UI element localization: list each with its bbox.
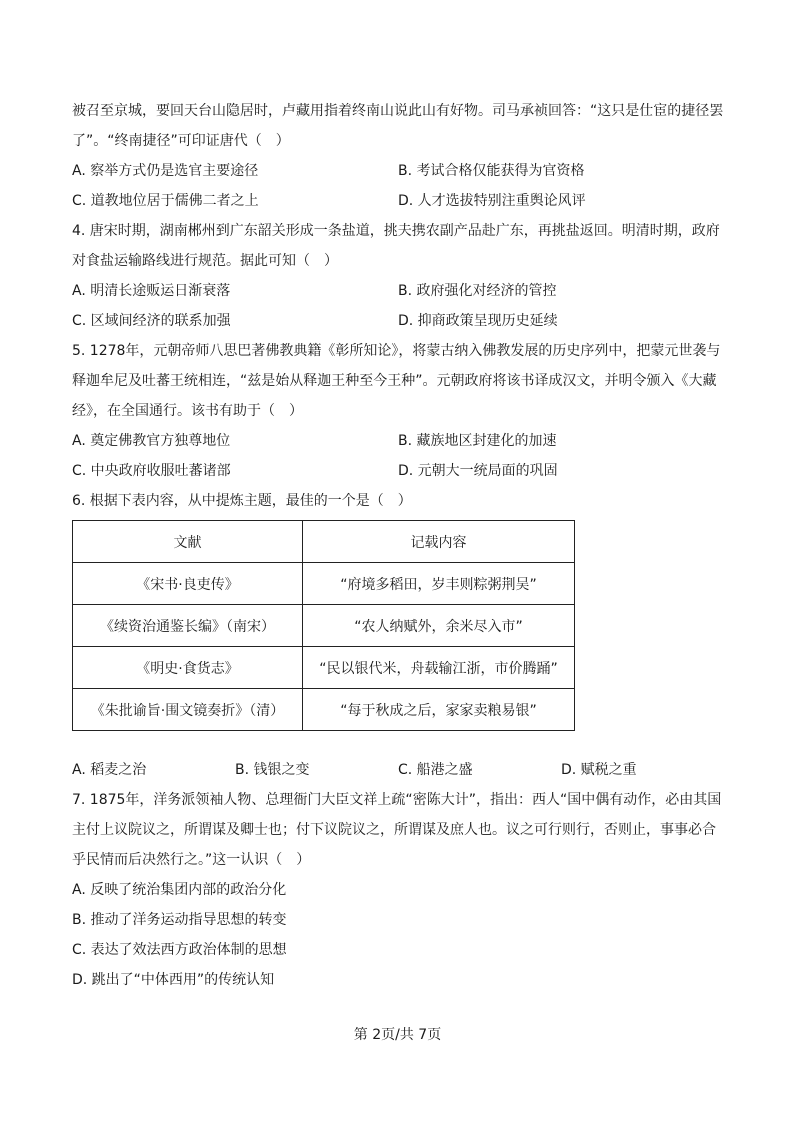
q5-options (72, 426, 724, 486)
q6-stem: 6. 根据下表内容，从中提炼主题，最佳的一个是（ ） (72, 493, 412, 509)
table-row (73, 605, 575, 647)
q3-stem: 被召至京城，要回天台山隐居时，卢藏用指着终南山说此山有好物。司马承祯回答：“这只是仕宦的捷径罢了”。“终南捷径”可印证唐代（ ） (72, 103, 724, 149)
q7-option-a[interactable]: A. 反映了统治集团内部的政治分化 (72, 882, 287, 898)
page-footer: 第 2页/共 7页 (353, 1027, 442, 1043)
q6-option-d[interactable]: D. 赋税之重 (561, 762, 637, 778)
q4-option-b[interactable]: B. 政府强化对经济的管控 (398, 283, 557, 299)
q6-options (72, 755, 724, 785)
q4-option-a[interactable]: A. 明清长途贩运日渐衰落 (72, 283, 231, 299)
table-row (73, 689, 575, 731)
table-header-source: 文献 (73, 521, 303, 563)
q6-option-a[interactable]: A. 稻麦之治 (72, 762, 147, 778)
q3-option-d[interactable]: D. 人才选拔特别注重舆论风评 (398, 193, 586, 209)
exam-page (72, 96, 724, 995)
q3-option-c[interactable]: C. 道教地位居于儒佛二者之上 (72, 193, 259, 209)
q6-table (72, 520, 575, 731)
q5-option-b[interactable]: B. 藏族地区封建化的加速 (398, 433, 557, 449)
table-cell-source: 《续资治通鉴长编》（南宋） (73, 605, 303, 647)
table-header-content: 记载内容 (303, 521, 575, 563)
q5-option-c[interactable]: C. 中央政府收服吐蕃诸部 (72, 463, 231, 479)
q7-option-b[interactable]: B. 推动了洋务运动指导思想的转变 (72, 912, 287, 928)
q7-option-d[interactable]: D. 跳出了“中体西用”的传统认知 (72, 972, 275, 988)
q4-option-c[interactable]: C. 区域间经济的联系加强 (72, 313, 231, 329)
q3-options (72, 156, 724, 216)
q7-options (72, 875, 724, 995)
spacer (72, 731, 724, 755)
table-cell-content: “民以银代米，舟载输江浙，市价腾踊” (303, 647, 575, 689)
table-cell-source: 《朱批谕旨·围文镜奏折》（清） (73, 689, 303, 731)
q6-option-b[interactable]: B. 钱银之变 (235, 762, 310, 778)
q5-stem: 5. 1278年，元朝帝师八思巴著佛教典籍《彰所知论》，将蒙古纳入佛教发展的历史序列中，把蒙元世袭与释迦牟尼及吐蕃王统相连，“兹是始从释迦王种至今王种”。元朝政府将该书译成汉文，并明令颁入《大藏经》，在全国通行。该书有助于（ ） (72, 343, 721, 419)
table-cell-content: “农人纳赋外，余米尽入市” (303, 605, 575, 647)
table-row (73, 563, 575, 605)
q4-option-d[interactable]: D. 抑商政策呈现历史延续 (398, 313, 558, 329)
q4-stem: 4. 唐宋时期，湖南郴州到广东韶关形成一条盐道，挑夫携农副产品赴广东，再挑盐返回。明清时期，政府对食盐运输路线进行规范。据此可知（ ） (72, 223, 720, 269)
q4-options (72, 276, 724, 336)
table-cell-source: 《宋书·良吏传》 (73, 563, 303, 605)
table-row (73, 647, 575, 689)
q6-option-c[interactable]: C. 船港之盛 (398, 762, 473, 778)
q3-option-b[interactable]: B. 考试合格仅能获得为官资格 (398, 163, 585, 179)
table-cell-content: “府境多稻田，岁丰则粽粥荆吴” (303, 563, 575, 605)
q5-option-d[interactable]: D. 元朝大一统局面的巩固 (398, 463, 558, 479)
table-cell-source: 《明史·食货志》 (73, 647, 303, 689)
q7-option-c[interactable]: C. 表达了效法西方政治体制的思想 (72, 942, 287, 958)
table-header-row (73, 521, 575, 563)
q5-option-a[interactable]: A. 奠定佛教官方独尊地位 (72, 433, 231, 449)
table-cell-content: “每于秋成之后，家家卖粮易银” (303, 689, 575, 731)
q7-stem: 7. 1875年，洋务派领袖人物、总理衙门大臣文祥上疏“密陈大计”，指出：西人“国中偶有动作，必由其国主付上议院议之，所谓谋及卿士也；付下议院议之，所谓谋及庶人也。议之可行则行，否则止，事事必合乎民情而后决然行之。”这一认识（ ） (72, 792, 722, 868)
q3-option-a[interactable]: A. 察举方式仍是选官主要途径 (72, 163, 259, 179)
